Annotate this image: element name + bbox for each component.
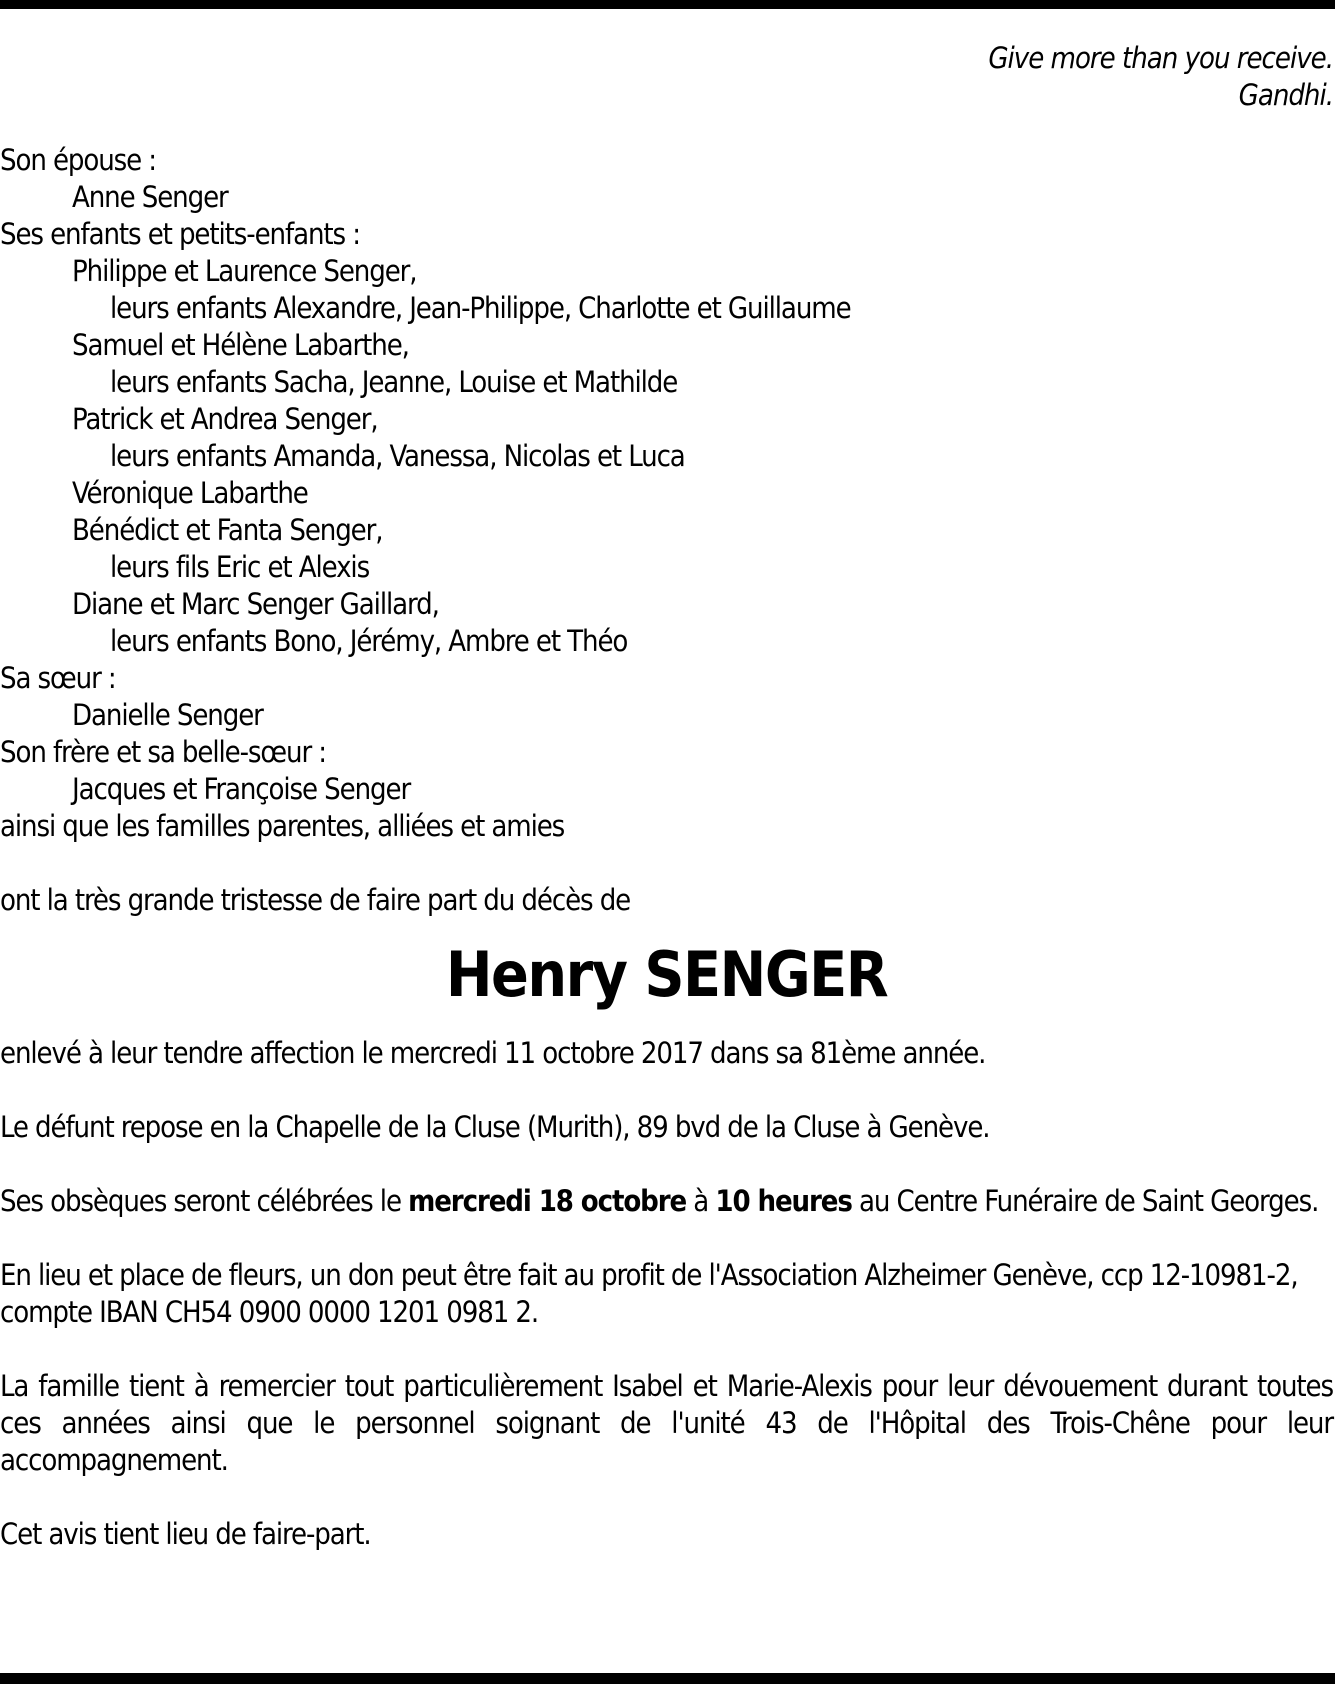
thanks-text: La famille tient à remercier tout particulièrement Isabel et Marie-Alexis pour leur dévouement durant toutes ces années ainsi que le personnel soignant de l'unité 43 de l'Hôpital des Trois-Chêne pour leur accompagnement. xyxy=(0,1369,1333,1477)
announcement-text: ont la très grande tristesse de faire part du décès de xyxy=(0,883,631,917)
obituary-notice xyxy=(0,40,1335,1553)
family-line: Diane et Marc Senger Gaillard, xyxy=(72,587,439,621)
family-line: Véronique Labarthe xyxy=(72,476,308,510)
closing-text: Cet avis tient lieu de faire-part. xyxy=(0,1517,371,1551)
funeral-prefix: Ses obsèques seront célébrées le xyxy=(0,1184,409,1218)
family-line: Philippe et Laurence Senger, xyxy=(72,254,417,288)
epigraph-quote xyxy=(0,40,1333,114)
bottom-rule xyxy=(0,1673,1335,1684)
funeral-middle: à xyxy=(686,1184,716,1218)
deceased-name: Henry SENGER xyxy=(445,938,888,1011)
funeral-suffix: au Centre Funéraire de Saint Georges. xyxy=(851,1184,1319,1218)
family-line: leurs enfants Bono, Jérémy, Ambre et Théo xyxy=(110,624,628,658)
family-line: Ses enfants et petits-enfants : xyxy=(0,217,360,251)
donation-info: En lieu et place de fleurs, un don peut être fait au profit de l'Association Alzheimer Genève, ccp 12-10981-2, compte IBAN CH54 0900 0000 1201 0981 2. xyxy=(0,1258,1298,1329)
family-line: Bénédict et Fanta Senger, xyxy=(72,513,383,547)
family-line: Danielle Senger xyxy=(72,698,263,732)
funeral-date: mercredi 18 octobre xyxy=(408,1184,687,1218)
quote-text: Give more than you receive. xyxy=(988,41,1333,75)
top-rule xyxy=(0,0,1335,9)
family-line: Sa sœur : xyxy=(0,661,116,695)
funeral-info xyxy=(0,1183,1333,1220)
family-line: Patrick et Andrea Senger, xyxy=(72,402,378,436)
family-line: leurs enfants Alexandre, Jean-Philippe, Charlotte et Guillaume xyxy=(110,291,851,325)
family-line: Son frère et sa belle-sœur : xyxy=(0,735,326,769)
death-info: enlevé à leur tendre affection le mercredi 11 octobre 2017 dans sa 81ème année. xyxy=(0,1036,986,1070)
family-list xyxy=(0,142,1333,845)
funeral-time: 10 heures xyxy=(715,1184,852,1218)
repose-info: Le défunt repose en la Chapelle de la Cluse (Murith), 89 bvd de la Cluse à Genève. xyxy=(0,1110,990,1144)
family-line: Samuel et Hélène Labarthe, xyxy=(72,328,409,362)
family-line: leurs enfants Amanda, Vanessa, Nicolas et Luca xyxy=(110,439,685,473)
quote-author: Gandhi. xyxy=(1238,78,1333,112)
family-line: Jacques et Françoise Senger xyxy=(72,772,411,806)
family-line: Anne Senger xyxy=(72,180,228,214)
family-line: leurs fils Eric et Alexis xyxy=(110,550,370,584)
family-line: leurs enfants Sacha, Jeanne, Louise et Mathilde xyxy=(110,365,678,399)
family-line: Son épouse : xyxy=(0,143,156,177)
family-line: ainsi que les familles parentes, alliées et amies xyxy=(0,809,565,843)
